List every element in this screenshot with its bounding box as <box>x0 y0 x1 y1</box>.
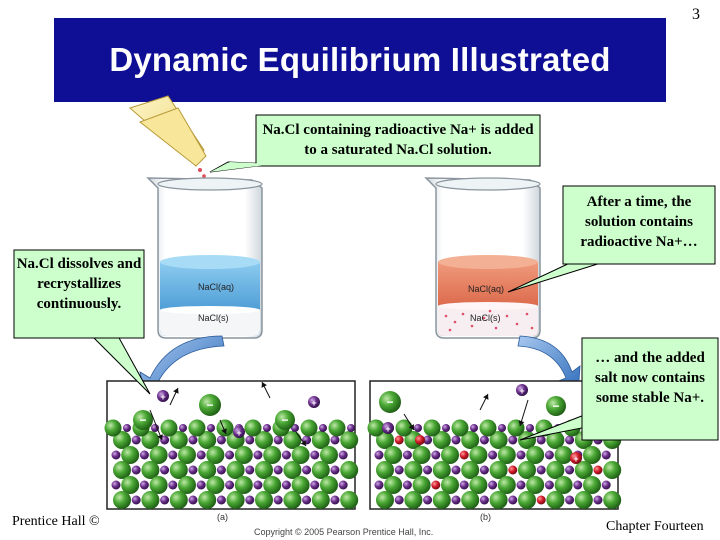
sodium-ion <box>225 451 234 460</box>
sodium-ion <box>517 481 526 490</box>
chloride-ion <box>575 491 593 509</box>
sodium-ion <box>545 481 554 490</box>
paper-funnel-icon <box>130 96 206 166</box>
sodium-ion <box>470 424 478 432</box>
right-solid-label: NaCl(s) <box>470 313 501 323</box>
sodium-ion <box>395 496 404 505</box>
sodium-ion <box>526 424 534 432</box>
callout-right-bottom-text: … and the added salt now contains some stable Na+. <box>594 350 706 406</box>
sodium-ion <box>274 436 283 445</box>
sodium-ion <box>545 451 554 460</box>
chloride-ion <box>603 491 621 509</box>
chloride-ion <box>603 461 621 479</box>
sodium-ion <box>319 424 327 432</box>
sodium-ion <box>217 436 226 445</box>
plus-sign: + <box>311 398 317 408</box>
minus-sign: − <box>139 413 147 427</box>
sodium-ion <box>140 451 149 460</box>
right-solution-label: NaCl(aq) <box>468 284 505 294</box>
sodium-ion <box>189 496 198 505</box>
radioactive-sodium-ion <box>460 451 469 460</box>
plus-sign: + <box>160 392 166 402</box>
chloride-ion <box>217 420 234 437</box>
chloride-ion <box>368 420 385 437</box>
sodium-ion <box>403 451 412 460</box>
sodium-ion <box>217 466 226 475</box>
chloride-ion <box>189 420 206 437</box>
callout-left-text: Na.Cl dissolves and recrystallizes continuously. <box>16 256 142 312</box>
sodium-ion <box>414 424 422 432</box>
sodium-ion <box>302 466 311 475</box>
sodium-ion <box>347 424 355 432</box>
minus-sign: − <box>281 413 289 427</box>
sodium-ion <box>331 466 340 475</box>
chloride-ion <box>161 420 178 437</box>
sodium-ion <box>537 466 546 475</box>
plus-sign: + <box>573 454 579 464</box>
chloride-ion <box>424 420 441 437</box>
sodium-ion <box>168 481 177 490</box>
sodium-ion <box>573 481 582 490</box>
chloride-ion <box>433 491 451 509</box>
chloride-ion <box>227 491 245 509</box>
left-solid-label: NaCl(s) <box>198 313 229 323</box>
sodium-ion <box>112 451 121 460</box>
sodium-ion <box>245 436 254 445</box>
minus-sign: − <box>552 399 560 413</box>
sodium-ion <box>602 451 611 460</box>
sodium-ion <box>375 481 384 490</box>
sodium-ion <box>217 496 226 505</box>
sodium-ion <box>274 466 283 475</box>
minus-sign: − <box>206 398 214 412</box>
sodium-ion <box>168 451 177 460</box>
sodium-ion <box>140 481 149 490</box>
sodium-ion <box>565 436 574 445</box>
sodium-ion <box>442 424 450 432</box>
sodium-ion <box>488 481 497 490</box>
sodium-ion <box>498 424 506 432</box>
chloride-ion <box>461 491 479 509</box>
sodium-ion <box>310 481 319 490</box>
sodium-ion <box>282 481 291 490</box>
sodium-ion <box>480 496 489 505</box>
chloride-ion <box>105 420 122 437</box>
footer-copyright: Copyright © 2005 Pearson Prentice Hall, Inc. <box>254 527 434 537</box>
sodium-ion <box>197 451 206 460</box>
sodium-ion <box>225 481 234 490</box>
chloride-ion <box>518 491 536 509</box>
radioactive-sodium-ion <box>395 436 404 445</box>
sodium-ion <box>565 496 574 505</box>
sodium-ion <box>423 466 432 475</box>
sodium-ion <box>189 436 198 445</box>
callout-top-label: Na.Cl containing radioactive Na+ is added to a saturated Na.Cl solution. <box>262 122 534 158</box>
chloride-ion <box>490 491 508 509</box>
plus-sign: + <box>236 428 242 438</box>
sodium-ion <box>339 481 348 490</box>
sodium-ion <box>302 496 311 505</box>
sodium-ion <box>452 466 461 475</box>
sodium-ion <box>480 466 489 475</box>
chloride-ion <box>404 491 422 509</box>
footer-chapter: Chapter Fourteen <box>606 519 704 534</box>
left-solution-label: NaCl(aq) <box>198 282 235 292</box>
sodium-ion <box>431 451 440 460</box>
chloride-ion <box>340 461 358 479</box>
chloride-ion <box>340 491 358 509</box>
sodium-ion <box>310 451 319 460</box>
sodium-ion <box>565 466 574 475</box>
sodium-ion <box>517 451 526 460</box>
footer-publisher: Prentice Hall © <box>12 514 100 529</box>
chloride-ion <box>113 491 131 509</box>
sodium-ion <box>123 424 131 432</box>
chloride-ion <box>376 491 394 509</box>
sodium-ion <box>282 451 291 460</box>
radioactive-sodium-ion <box>431 481 440 490</box>
sodium-ion <box>508 496 517 505</box>
sodium-ion <box>254 481 263 490</box>
chloride-ion <box>301 420 318 437</box>
sodium-ion <box>132 496 141 505</box>
panel-a-label: (a) <box>217 512 228 522</box>
sodium-ion <box>160 466 169 475</box>
sodium-ion <box>207 424 215 432</box>
sodium-ion <box>395 466 404 475</box>
sodium-ion <box>403 481 412 490</box>
sodium-ion <box>160 496 169 505</box>
sodium-ion <box>132 466 141 475</box>
sodium-ion <box>375 451 384 460</box>
sodium-ion <box>488 451 497 460</box>
sodium-ion <box>179 424 187 432</box>
molecular-panel-a <box>105 381 359 509</box>
radioactive-sodium-ion <box>594 466 603 475</box>
callout-right-top-text: After a time, the solution contains radioactive Na+… <box>580 194 698 250</box>
panel-b-label: (b) <box>480 512 491 522</box>
sodium-ion <box>423 496 432 505</box>
callout-top-text <box>258 120 538 160</box>
chloride-ion <box>198 491 216 509</box>
sodium-ion <box>508 436 517 445</box>
minus-sign: − <box>386 395 394 409</box>
plus-sign: + <box>519 386 525 396</box>
plus-sign: + <box>385 424 391 434</box>
sodium-ion <box>339 451 348 460</box>
slide-number: 3 <box>692 6 700 23</box>
chloride-ion <box>329 420 346 437</box>
sodium-ion <box>254 451 263 460</box>
slide-title: Dynamic Equilibrium Illustrated <box>109 41 611 78</box>
sodium-ion <box>452 436 461 445</box>
sodium-ion <box>331 496 340 505</box>
chloride-ion <box>480 420 497 437</box>
sodium-ion <box>331 436 340 445</box>
chloride-ion <box>245 420 262 437</box>
sodium-ion <box>594 496 603 505</box>
sodium-ion <box>480 436 489 445</box>
sodium-ion <box>460 481 469 490</box>
chloride-ion <box>255 491 273 509</box>
sodium-ion <box>245 496 254 505</box>
radioactive-sodium-ion <box>508 466 517 475</box>
chloride-ion <box>452 420 469 437</box>
chloride-ion <box>312 491 330 509</box>
chloride-ion <box>141 491 159 509</box>
sodium-ion <box>189 466 198 475</box>
chloride-ion <box>170 491 188 509</box>
chloride-ion <box>283 491 301 509</box>
sodium-ion <box>452 496 461 505</box>
sodium-ion <box>197 481 206 490</box>
radioactive-sodium-ion <box>537 496 546 505</box>
sodium-ion <box>602 481 611 490</box>
sodium-ion <box>112 481 121 490</box>
chloride-ion <box>546 491 564 509</box>
sodium-ion <box>132 436 141 445</box>
sodium-ion <box>274 496 283 505</box>
chloride-ion <box>396 420 413 437</box>
sodium-ion <box>263 424 271 432</box>
sodium-ion <box>245 466 254 475</box>
radioactive-sodium-ion-free <box>415 435 425 445</box>
